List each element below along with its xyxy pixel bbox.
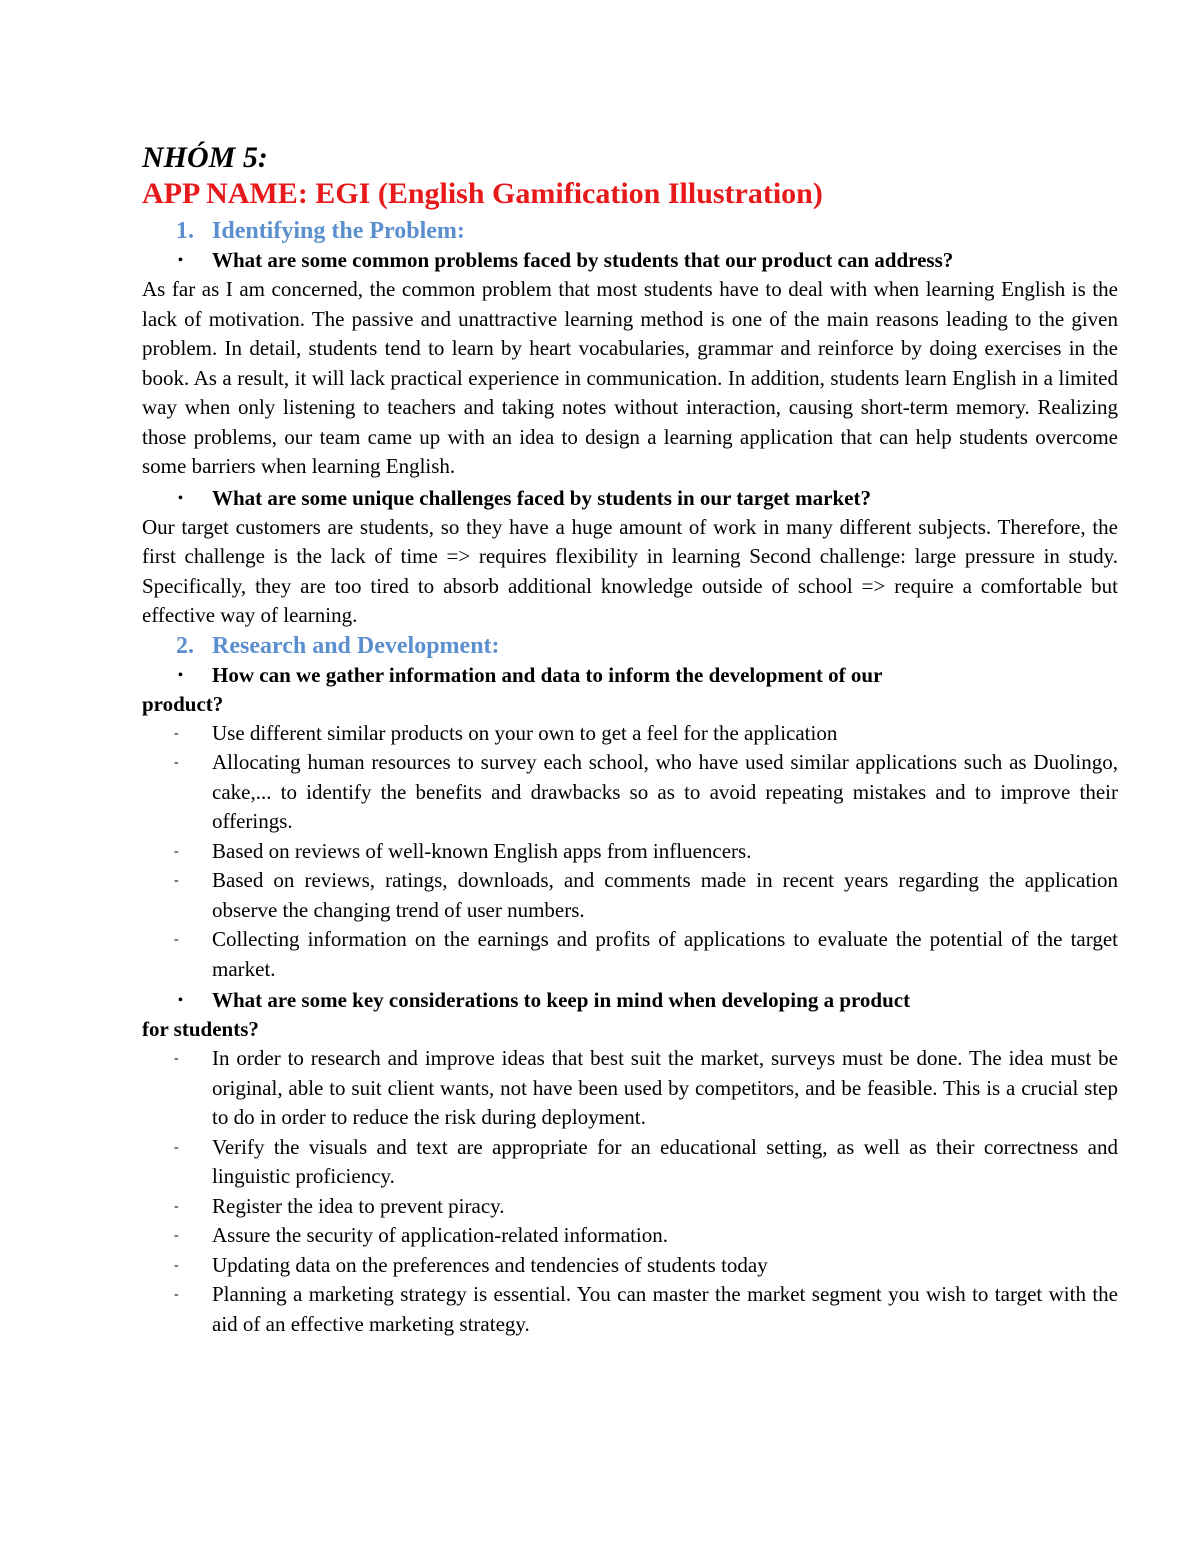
question-text: What are some unique challenges faced by students in our target market?	[212, 485, 871, 510]
question-common-problems	[142, 246, 1118, 275]
list-item: - Assure the security of application-related information.	[142, 1221, 1118, 1251]
question-key-considerations	[142, 986, 1118, 1044]
section-title: Identifying the Problem:	[212, 218, 465, 244]
list-item: - In order to research and improve ideas that best suit the market, surveys must be done. The idea must be original, able to suit client wants, not have been used by competitors, and be feasible. This is a crucial step to do in order to reduce the risk during deployment.	[142, 1044, 1118, 1133]
section-number: 2.	[176, 632, 194, 659]
list-item: - Updating data on the preferences and tendencies of students today	[142, 1251, 1118, 1281]
research-method-list	[142, 719, 1118, 985]
question-text: What are some common problems faced by students that our product can address?	[212, 248, 954, 272]
dash-icon: -	[174, 1139, 179, 1155]
question-gather-information	[142, 661, 1118, 719]
list-item: - Register the idea to prevent piracy.	[142, 1192, 1118, 1222]
group-heading: NHÓM 5:	[142, 141, 268, 174]
question-unique-challenges	[142, 484, 1118, 513]
consideration-list	[142, 1044, 1118, 1339]
list-item: - Based on reviews, ratings, downloads, and comments made in recent years regarding the application observe the changing trend of user numbers.	[142, 866, 1118, 925]
dash-icon: -	[174, 1198, 179, 1214]
dash-icon: -	[174, 1287, 179, 1302]
bullet-icon: •	[178, 993, 183, 1008]
dash-icon: -	[174, 932, 179, 947]
list-item: - Based on reviews of well-known English apps from influencers.	[142, 837, 1118, 867]
bullet-icon: •	[178, 253, 183, 268]
bullet-icon: •	[178, 667, 183, 683]
list-item: - Use different similar products on your own to get a feel for the application	[142, 719, 1118, 749]
list-item: - Allocating human resources to survey each school, who have used similar applications such as Duolingo, cake,... to identify the benefits and drawbacks so as to avoid repeating mistakes and to improve their offerings.	[142, 748, 1118, 837]
dash-icon: -	[174, 1228, 179, 1243]
answer-paragraph: As far as I am concerned, the common problem that most students have to deal with when learning English is the lack of motivation. The passive and unattractive learning method is one of the main reasons leading to the given problem. In detail, students tend to learn by heart vocabularies, grammar and reinforce by doing exercises in the book. As a result, it will lack practical experience in communication. In addition, students learn English in a limited way when only listening to teachers and taking notes without interaction, causing short-term memory. Realizing those problems, our team came up with an idea to design a learning application that can help students overcome some barriers when learning English.	[142, 277, 1118, 478]
list-item: - Planning a marketing strategy is essential. You can master the market segment you wish to target with the aid of an effective marketing strategy.	[142, 1280, 1118, 1339]
dash-icon: -	[174, 1257, 179, 1273]
answer-paragraph: Our target customers are students, so they have a huge amount of work in many different subjects. Therefore, the first challenge is the lack of time => requires flexibility in learning Second challenge: large pressure in study. Specifically, they are too tired to absorb additional knowledge outside of school => require a comfortable but effective way of learning.	[142, 514, 1118, 627]
list-item: - Collecting information on the earnings and profits of applications to evaluate the potential of the target market.	[142, 925, 1118, 984]
section-number: 1.	[176, 218, 194, 244]
dash-icon: -	[174, 725, 179, 741]
question-text-continuation: product?	[142, 691, 224, 716]
list-item: - Verify the visuals and text are appropriate for an educational setting, as well as their correctness and linguistic proficiency.	[142, 1133, 1118, 1192]
section-heading-research-development	[142, 631, 1118, 661]
question-text-continuation: for students?	[142, 1017, 259, 1041]
app-name-title: APP NAME: EGI (English Gamification Illustration)	[142, 177, 823, 210]
dash-icon: -	[174, 1051, 179, 1066]
question-text-first-line: What are some key considerations to keep in mind when developing a product	[212, 988, 911, 1012]
dash-icon: -	[174, 843, 179, 859]
question-text-first-line: How can we gather information and data to inform the development of our	[212, 662, 883, 687]
document-content	[142, 140, 1118, 1339]
section-heading-identifying-problem	[142, 216, 1118, 246]
dash-icon: -	[174, 755, 179, 770]
section-title: Research and Development:	[212, 632, 500, 659]
dash-icon: -	[174, 873, 179, 888]
bullet-icon: •	[178, 490, 183, 506]
